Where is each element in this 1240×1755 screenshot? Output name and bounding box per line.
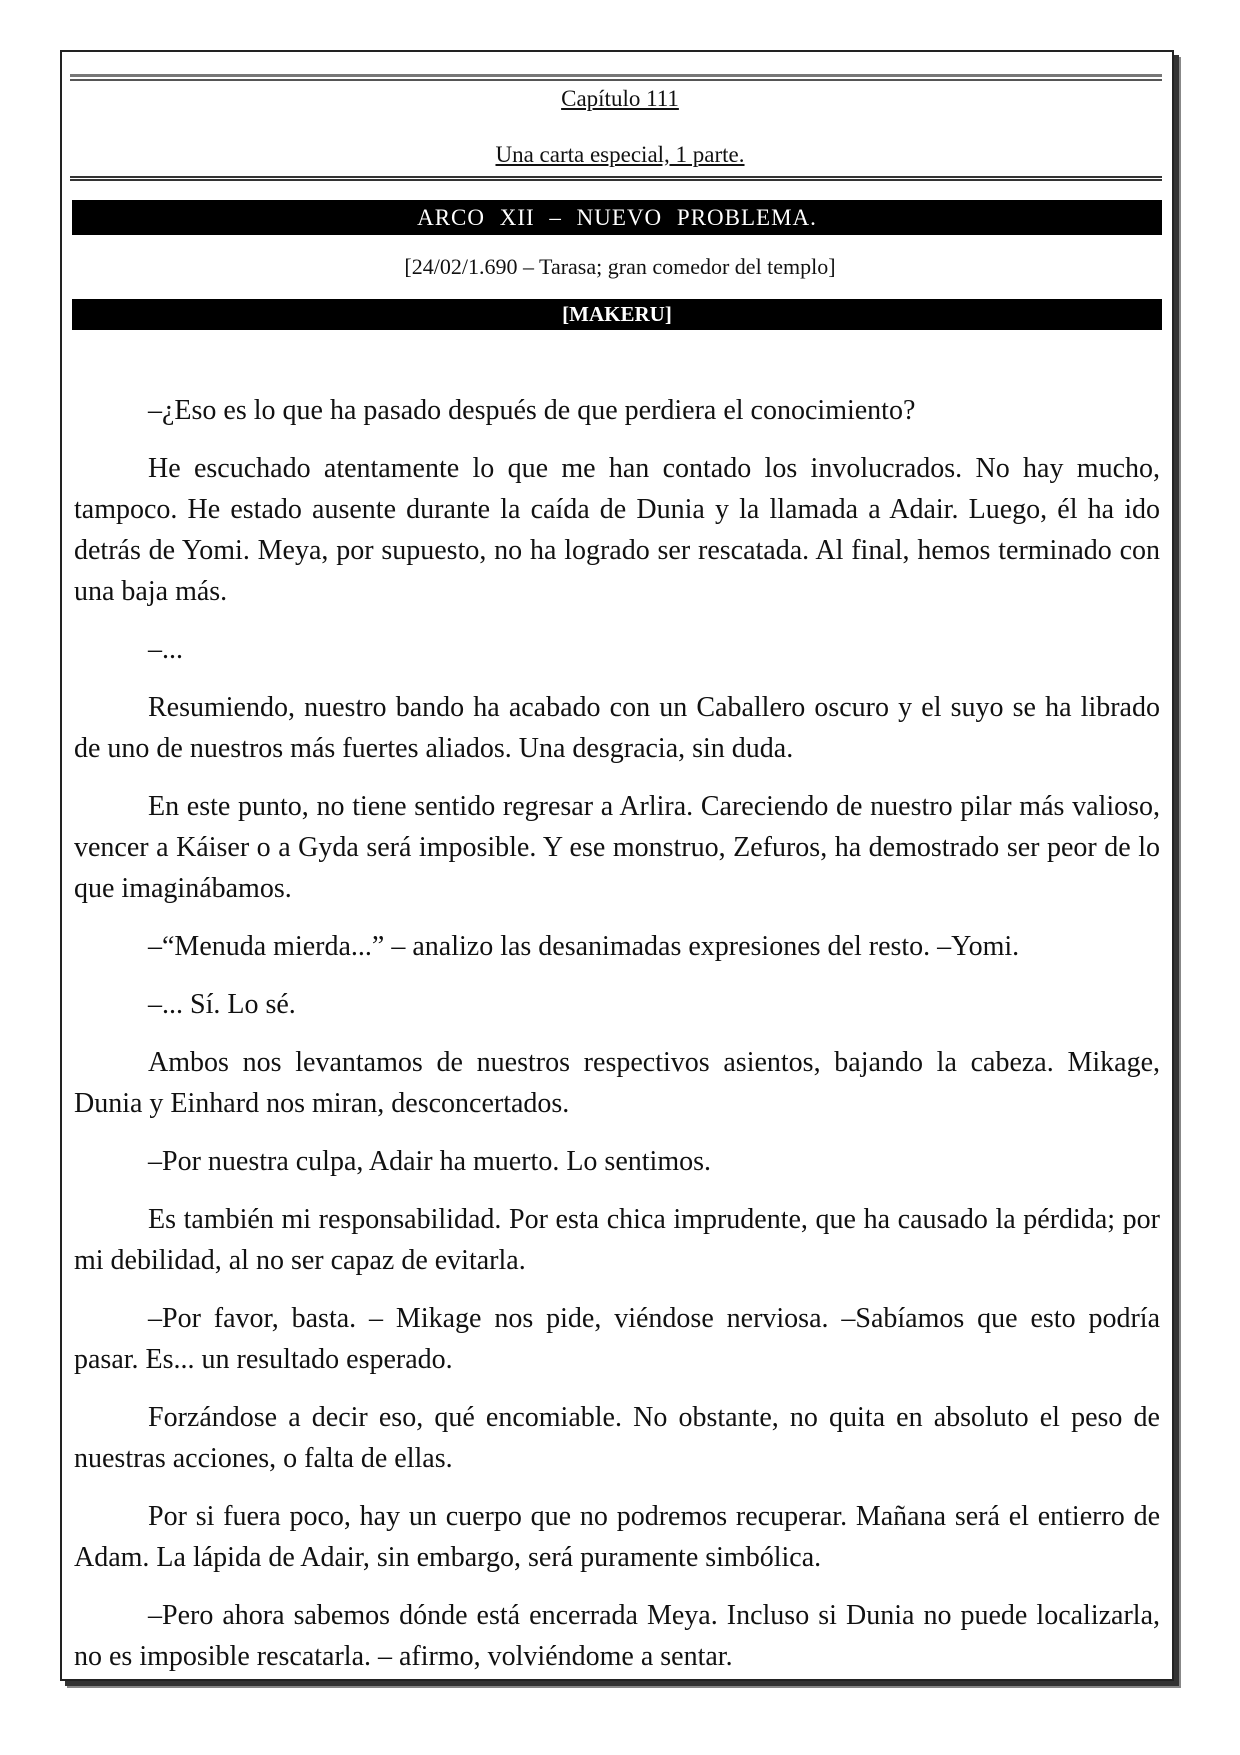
paragraph: Resumiendo, nuestro bando ha acabado con un Caballero oscuro y el suyo se ha librado de uno de nuestros más fuertes aliados. Una desgracia, sin duda. [74, 692, 1160, 764]
paragraph: Forzándose a decir eso, qué encomiable. No obstante, no quita en absoluto el peso de nuestras acciones, o falta de ellas. [74, 1402, 1160, 1474]
paragraph: Por si fuera poco, hay un cuerpo que no podremos recuperar. Mañana será el entierro de Adam. La lápida de Adair, sin embargo, será puramente simbólica. [74, 1501, 1160, 1573]
paragraph: –... Sí. Lo sé. [148, 989, 296, 1020]
paragraph: –Por nuestra culpa, Adair ha muerto. Lo sentimos. [148, 1146, 711, 1177]
pov-banner: [MAKERU] [72, 299, 1162, 330]
paragraph: –“Menuda mierda...” – analizo las desanimadas expresiones del resto. –Yomi. [148, 931, 1020, 962]
top-rule [70, 74, 1162, 81]
paragraph: En este punto, no tiene sentido regresar a Arlira. Careciendo de nuestro pilar más valioso, vencer a Káiser o a Gyda será imposible. Y ese monstruo, Zefuros, ha demostrado ser peor de lo que imaginábamos. [74, 791, 1160, 904]
paragraph: He escuchado atentamente lo que me han contado los involucrados. No hay mucho, tampoco. He estado ausente durante la caída de Dunia y la llamada a Adair. Luego, él ha ido detrás de Yomi. Meya, por supuesto, no ha logrado ser rescatada. Al final, hemos terminado con una baja más. [74, 453, 1160, 607]
paragraph: Ambos nos levantamos de nuestros respectivos asientos, bajando la cabeza. Mikage, Dunia y Einhard nos miran, desconcertados. [74, 1047, 1160, 1119]
chapter-number: Capítulo 111 [561, 86, 679, 111]
title-rule [70, 176, 1162, 181]
paragraph: Es también mi responsabilidad. Por esta chica imprudente, que ha causado la pérdida; por mi debilidad, al no ser capaz de evitarla. [74, 1204, 1160, 1276]
paragraph: –¿Eso es lo que ha pasado después de que perdiera el conocimiento? [148, 395, 916, 426]
paragraph: –Pero ahora sabemos dónde está encerrada Meya. Incluso si Dunia no puede localizarla, no es imposible rescatarla. – afirmo, volviéndome a sentar. [74, 1600, 1160, 1672]
paragraph: –Por favor, basta. – Mikage nos pide, viéndose nerviosa. –Sabíamos que esto podría pasar. Es... un resultado esperado. [74, 1303, 1160, 1375]
chapter-body [74, 390, 1160, 1694]
paragraph: –... [148, 634, 183, 665]
arc-banner: ARCO XII – NUEVO PROBLEMA. [72, 200, 1162, 235]
chapter-title: Una carta especial, 1 parte. [495, 142, 745, 167]
date-location: [24/02/1.690 – Tarasa; gran comedor del templo] [404, 254, 836, 279]
